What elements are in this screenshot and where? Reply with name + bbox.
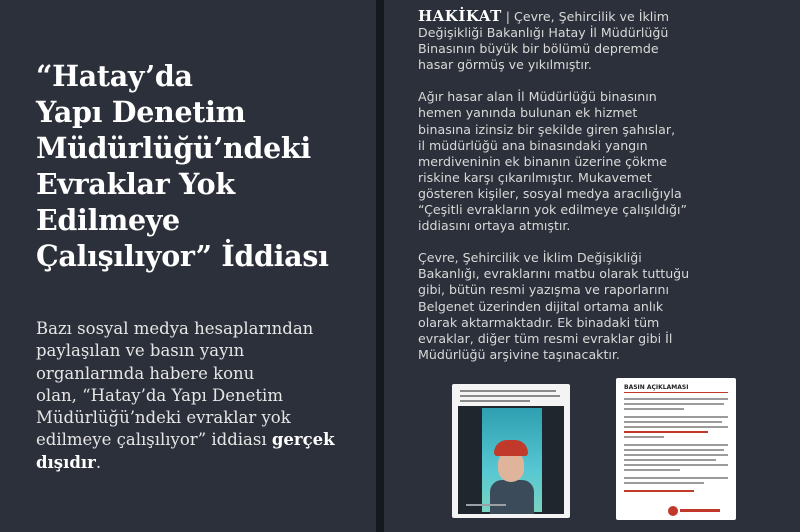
- headline-line: Evraklar Yok: [36, 167, 235, 201]
- press-release-thumbnail: [616, 378, 736, 520]
- doc-line: [624, 403, 724, 405]
- fact-line: riskine karşı çıkarılmıştır. Mukavemet: [418, 169, 652, 185]
- summary-line: olan, “Hatay’da Yapı Denetim: [36, 385, 283, 405]
- press-release-title: BASIN AÇIKLAMASI: [624, 384, 689, 391]
- person-hat: [494, 440, 528, 456]
- fact-panel: [384, 0, 800, 532]
- fact-line: Çevre, Şehircilik ve İklim: [514, 9, 669, 24]
- claim-headline: [36, 58, 366, 274]
- fact-body: [418, 8, 788, 379]
- fact-line: Belgenet üzerinden dijital ortama anlık: [418, 298, 664, 314]
- verdict-text: gerçek: [271, 430, 335, 450]
- doc-line: [624, 426, 728, 428]
- headline-line: Yapı Denetim: [36, 95, 246, 129]
- title-rule: [624, 392, 728, 393]
- fact-paragraph-2: [418, 89, 788, 234]
- doc-line: [624, 398, 728, 400]
- doc-line: [624, 436, 664, 438]
- post-text-line: [460, 400, 530, 402]
- fact-paragraph-3: [418, 250, 788, 363]
- doc-line: [624, 449, 724, 451]
- fact-line: iddiasını ortaya atmıştır.: [418, 218, 571, 234]
- claim-panel: [0, 0, 376, 532]
- fact-line: Çevre, Şehircilik ve İklim Değişikliği: [418, 250, 642, 266]
- summary-line: Müdürlüğü’ndeki evraklar yok: [36, 408, 291, 428]
- summary-line: edilmeye çalışılıyor” iddiası: [36, 430, 267, 450]
- fact-paragraph-1: [418, 8, 788, 73]
- verdict-period: .: [95, 452, 102, 472]
- fact-line: olarak aktarmaktadır. Ek binadaki tüm: [418, 314, 660, 330]
- person-figure: [490, 480, 534, 514]
- headline-line: Müdürlüğü’ndeki: [36, 131, 311, 165]
- post-text-line: [460, 395, 560, 397]
- doc-highlight-line: [624, 431, 708, 433]
- fact-line: Bakanlığı, evraklarını matbu olarak tuttuğu: [418, 266, 690, 282]
- social-post-screenshot: [452, 384, 570, 518]
- doc-line: [624, 416, 728, 418]
- summary-line: Bazı sosyal medya hesaplarından: [36, 319, 314, 338]
- headline-line: “Hatay’da: [36, 59, 193, 93]
- fact-line: il müdürlüğü ana binasındaki yangın: [418, 137, 648, 153]
- fact-line: Değişikliği Bakanlığı Hatay İl Müdürlüğü: [418, 25, 669, 41]
- doc-line: [624, 469, 680, 471]
- doc-line: [624, 408, 684, 410]
- fact-line: merdiveninin ek binanın üzerine çökme: [418, 153, 668, 169]
- doc-line: [624, 444, 728, 446]
- ministry-name-mark: [680, 509, 720, 512]
- claim-summary: [36, 318, 356, 474]
- doc-line: [624, 459, 716, 461]
- fact-line: gösteren kişiler, sosyal medya aracılığıyla: [418, 185, 682, 201]
- post-text-line: [460, 390, 556, 392]
- person-face: [498, 452, 524, 482]
- fact-line: evraklar, diğer tüm resmi evraklar gibi İl: [418, 330, 673, 346]
- summary-line: organlarında habere konu: [36, 363, 255, 383]
- headline-line: Çalışılıyor” İddiası: [36, 239, 329, 273]
- doc-line: [624, 421, 722, 423]
- ministry-seal-icon: [668, 506, 678, 516]
- post-video: [458, 406, 564, 514]
- fact-line: gibi, bütün resmi yazışma ve raporlarını: [418, 282, 670, 298]
- headline-line: Edilmeye: [36, 203, 180, 237]
- doc-line: [624, 477, 728, 479]
- fact-line: hemen yanında bulunan ek hizmet: [418, 105, 638, 121]
- fact-line: binasına izinsiz bir şekilde giren şahıslar,: [418, 121, 676, 137]
- panel-divider: [376, 0, 384, 532]
- doc-line: [624, 454, 728, 456]
- fact-line: Binasının büyük bir bölümü depremde: [418, 41, 659, 57]
- fact-line: Müdürlüğü arşivine taşınacaktır.: [418, 346, 620, 362]
- doc-line: [624, 482, 704, 484]
- label-separator: |: [501, 9, 515, 24]
- fact-line: Ağır hasar alan İl Müdürlüğü binasının: [418, 89, 657, 105]
- summary-line: paylaşılan ve basın yayın: [36, 341, 245, 361]
- doc-line: [624, 464, 728, 466]
- verdict-text: dışıdır: [36, 452, 96, 472]
- fact-line: hasar görmüş ve yıkılmıştır.: [418, 57, 592, 73]
- fact-line: “Çeşitli evrakların yok edilmeye çalışıldığı”: [418, 202, 688, 218]
- fact-label: HAKİKAT: [418, 7, 502, 25]
- doc-highlight-line: [624, 490, 694, 492]
- video-caption-line: [466, 504, 506, 506]
